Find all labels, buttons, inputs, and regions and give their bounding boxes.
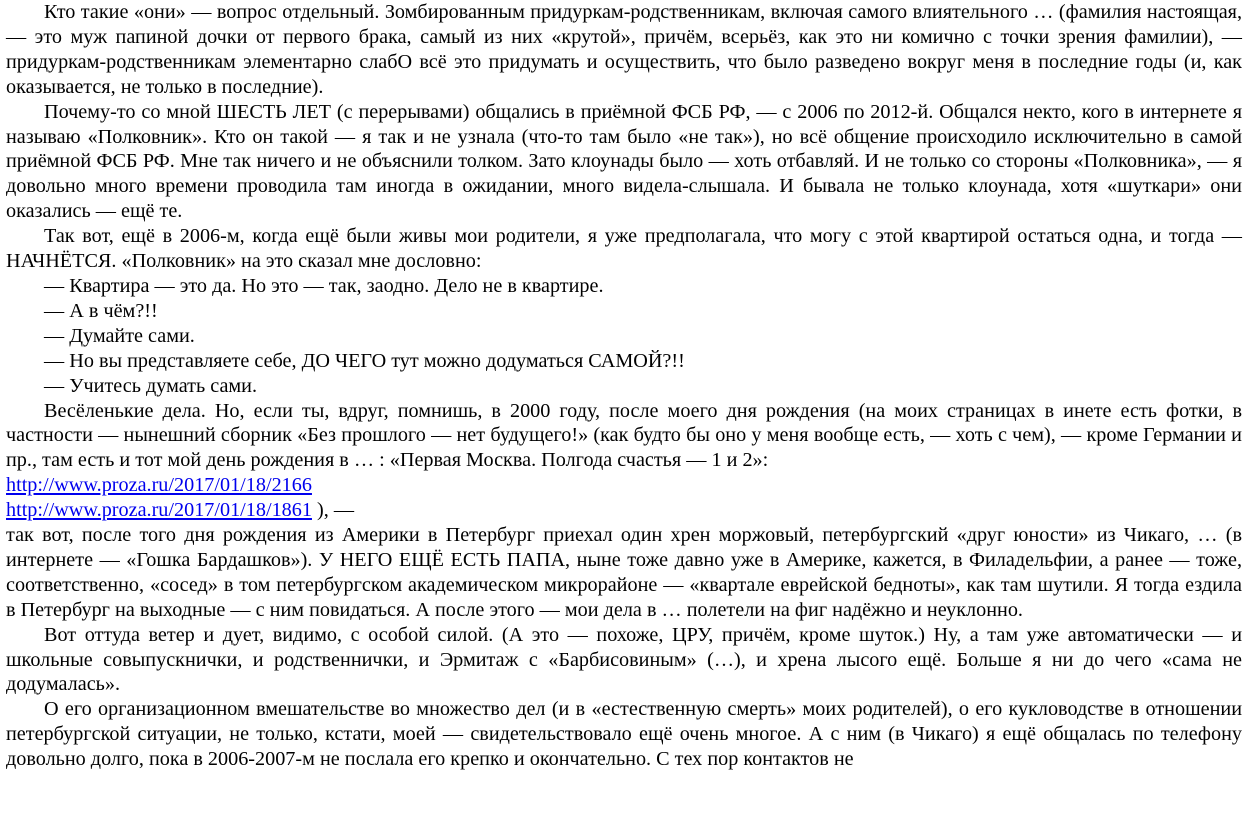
dialog-line: — А в чём?!!	[44, 299, 158, 322]
link-line-1	[6, 473, 1242, 498]
dialog-line: — Думайте сами.	[44, 324, 195, 347]
paragraph-fsb-reception: Почему-то со мной ШЕСТЬ ЛЕТ (с перерывами) общались в приёмной ФСБ РФ, — с 2006 по 2012-й. Общался некто, кого в интернете я называю «Полковник». Кто он такой — я так и не узнала (что-то там было «не так»), но всё общение происходило исключительно в самой приёмной ФСБ РФ. Мне так ничего и не объяснили толком. Зато клоунады было — хоть отбавляй. И не только со стороны «Полковника», — я довольно много времени проводила там иногда в ожидании, много видела-слышала. И бывала не только клоунада, хотя «шуткари» они оказались — ещё те.	[6, 100, 1242, 223]
paragraph-apartment: Так вот, ещё в 2006-м, когда ещё были живы мои родители, я уже предполагала, что могу с этой квартирой остаться одна, и тогда — НАЧНЁТСЯ. «Полковник» на это сказал мне дословно:	[6, 225, 1242, 273]
paragraph-wind: Вот оттуда ветер и дует, видимо, с особой силой. (А это — похоже, ЦРУ, причём, кроме шуток.) Ну, а там уже автоматически — и школьные совыпускнички, и родственнички, и Эрмитаж с «Барбисовиным» (…), и хрена лысого ещё. Больше я ни до чего «сама не додумалась».	[6, 623, 1242, 696]
proza-link-2166[interactable]: http://www.proza.ru/2017/01/18/2166	[6, 474, 312, 497]
paragraph-puppeteering: О его организационном вмешательстве во множество дел (и в «естественную смерть» моих родителей), о его кукловодстве в отношении петербургской ситуации, не только, кстати, моей — свидетельствовало ещё очень многое. А с ним (в Чикаго) я ещё общалась по телефону довольно долго, пока в 2006-2007-м не послала его крепко и окончательно. С тех пор контактов не	[6, 698, 1242, 771]
paragraph-birthday: Весёленькие дела. Но, если ты, вдруг, помнишь, в 2000 году, после моего дня рождения (на моих страницах в инете есть фотки, в частности — нынешний сборник «Без прошлого — нет будущего!» (как будто бы оно у меня вообще есть, — хоть с чем), — кроме Германии и пр., там есть и тот мой день рождения в … : «Первая Москва. Полгода счастья — 1 и 2»:	[6, 399, 1242, 472]
link-line-2	[6, 498, 1242, 523]
proza-link-1861[interactable]: http://www.proza.ru/2017/01/18/1861	[6, 499, 312, 522]
link-suffix: ), —	[311, 499, 355, 522]
paragraph-who-they-are: Кто такие «они» — вопрос отдельный. Зомбированным придуркам-родственникам, включая самого влиятельного … (фамилия настоящая, — это муж папиной дочки от первого брака, самый из них «крутой», причём, всерьёз, как это ни комично с точки зрения фамилии), — придуркам-родственникам элементарно слабО всё это придумать и осуществить, что было разведено вокруг меня в последние годы (и, как оказывается, не только в последние).	[6, 1, 1242, 98]
dialog-line: — Квартира — это да. Но это — так, заодно. Дело не в квартире.	[44, 274, 604, 297]
document-body	[6, 0, 1242, 772]
paragraph-chicago-friend: так вот, после того дня рождения из Америки в Петербург приехал один хрен моржовый, петербургский «друг юности» из Чикаго, … (в интернете — «Гошка Бардашков»). У НЕГО ЕЩЁ ЕСТЬ ПАПА, ныне тоже давно уже в Америке, кажется, в Филадельфии, а ранее — тоже, соответственно, «сосед» в том петербургском академическом микрорайоне — «квартале еврейской бедноты», как там шутили. Я тогда ездила в Петербург на выходные — с ним повидаться. А после этого — мои дела в … полетели на фиг надёжно и неуклонно.	[6, 524, 1242, 621]
dialog-line: — Но вы представляете себе, ДО ЧЕГО тут можно додуматься САМОЙ?!!	[44, 349, 685, 372]
dialog-line: — Учитесь думать сами.	[44, 374, 258, 397]
